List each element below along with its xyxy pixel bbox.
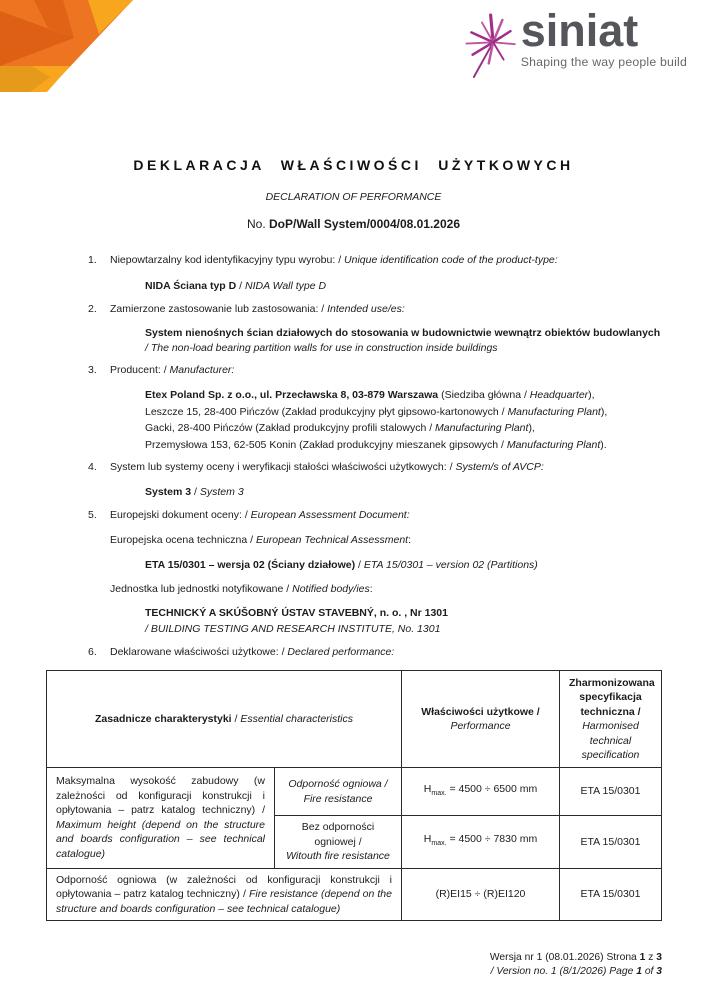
header-performance: [402, 671, 560, 768]
h-subscript: max.: [431, 789, 447, 797]
height-range: = 4500 ÷ 7830 mm: [449, 832, 538, 845]
item-number: 5.: [88, 509, 97, 521]
address-text: Gacki, 28-400 Pińczów (Zakład produkcyjny profili stalowych /: [145, 422, 436, 434]
footer-text: Wersja nr 1 (08.01.2026) Strona: [489, 952, 640, 963]
item-label-en: System/s of AVCP:: [455, 461, 544, 473]
page-count: 3: [656, 966, 662, 977]
item-number: 6.: [88, 646, 97, 658]
separator: /: [191, 486, 200, 498]
cell-spec: ETA 15/0301: [560, 768, 662, 816]
header-harmonised-spec: [560, 671, 662, 768]
intended-use-pl: System nienośnych ścian działowych do stosowania w budownictwie wewnątrz obiektów budowlanych: [145, 327, 661, 339]
document-number: [0, 217, 707, 232]
h-subscript: max.: [431, 840, 447, 848]
avcp-system-pl: System 3: [145, 486, 192, 498]
list-item-5: [0, 508, 707, 523]
cell-performance-value: [402, 768, 560, 816]
eta-number-en: ETA 15/0301 – version 02 (Partitions): [363, 559, 538, 571]
separator: /: [355, 559, 364, 571]
address-line: [145, 387, 707, 404]
institute-name-en: / BUILDING TESTING AND RESEARCH INSTITUTE, No. 1301: [145, 622, 441, 635]
notified-body-value: [0, 606, 707, 637]
header-en: Essential characteristics: [240, 712, 353, 725]
address-en: Manufacturing Plant: [507, 405, 601, 418]
item-number: 4.: [88, 461, 97, 473]
address-line: [145, 437, 707, 454]
eta-value: [0, 558, 707, 573]
manufacturer-name: Etex Poland Sp. z o.o., ul. Przecławska 8, 03-879 Warszawa: [145, 389, 439, 401]
colon: :: [408, 534, 412, 546]
item-label-pl: Europejski dokument oceny: /: [110, 509, 251, 521]
cell-spec: ETA 15/0301: [560, 868, 662, 921]
eta-heading: [0, 533, 707, 548]
list-item-2: [0, 302, 707, 317]
item-label-en: Manufacturer:: [169, 364, 235, 376]
item-label-en: European Assessment Document:: [250, 509, 410, 521]
page-title: DEKLARACJA WŁAŚCIWOŚCI UŻYTKOWYCH: [133, 157, 574, 173]
header-pl: Zasadnicze charakterystyki: [95, 712, 232, 725]
cell-spec: ETA 15/0301: [560, 816, 662, 869]
table-header-row: [47, 671, 662, 768]
h-symbol: H: [423, 782, 432, 795]
item-number: 1.: [88, 254, 97, 266]
eta-number-pl: ETA 15/0301 – wersja 02 (Ściany działowe): [145, 559, 356, 571]
table-row: [47, 868, 662, 921]
avcp-system-en: System 3: [199, 486, 244, 498]
cell-max-height-characteristic: [47, 768, 275, 869]
address-text: ),: [528, 422, 535, 434]
address-text: ),: [588, 389, 595, 401]
table-row: [47, 768, 662, 816]
footer-version-pl: [490, 951, 662, 965]
declared-performance-table: [46, 670, 662, 921]
brand-wordmark: siniat: [520, 5, 639, 56]
sub-label-pl: Odporność ogniowa /: [288, 778, 388, 790]
colon: :: [369, 583, 373, 595]
manufacturer-address-block: [0, 387, 707, 453]
product-type-pl: NIDA Ściana typ D: [145, 280, 237, 292]
cell-performance-value: [402, 816, 560, 869]
item-label-en: Intended use/es:: [327, 303, 405, 315]
cell-fire-resistance-label: [275, 768, 402, 816]
item-label-pl: System lub systemy oceny i weryfikacji stałości właściwości użytkowych: /: [110, 461, 456, 473]
sub-label-pl: Bez odporności ogniowej /: [301, 821, 375, 848]
address-en: Manufacturing Plant: [506, 438, 601, 451]
document-number-value: DoP/Wall System/0004/08.01.2026: [269, 217, 461, 231]
address-en: Headquarter: [529, 389, 589, 401]
address-en: Manufacturing Plant: [435, 422, 529, 434]
header-en: Performance: [450, 720, 511, 732]
list-item-4: [0, 460, 707, 475]
page-number: 1: [636, 966, 642, 977]
address-text: (Siedziba główna /: [438, 389, 530, 401]
eta-heading-en: European Technical Assessment: [255, 534, 409, 546]
item-label-en: Declared performance:: [287, 646, 395, 658]
notified-body-en: Notified body/ies: [292, 583, 370, 595]
address-text: ),: [600, 405, 608, 418]
list-item-6: [0, 645, 707, 660]
page-subtitle: DECLARATION OF PERFORMANCE: [265, 191, 442, 203]
eta-heading-pl: Europejska ocena techniczna /: [110, 534, 256, 546]
page-count: 3: [656, 952, 662, 963]
item-number: 3.: [88, 364, 97, 376]
separator: /: [236, 280, 245, 292]
cell-fire-resistance-characteristic: [47, 868, 402, 921]
page-number: 1: [639, 952, 646, 963]
page-footer: [490, 951, 662, 979]
header-essential-characteristics: [47, 671, 402, 768]
list-item-3: [0, 363, 707, 378]
sub-label-en: Witouth fire resistance: [286, 850, 390, 862]
characteristic-pl: Odporność ogniowa (w zależności od konfiguracji konstrukcji i opłytowania – patrz katalog techniczny) /: [56, 873, 392, 900]
intended-use-en: / The non-load bearing partition walls for use in construction inside buildings: [145, 342, 498, 354]
footer-version-en: [490, 965, 662, 979]
institute-name: TECHNICKÝ A SKÚŠOBNÝ ÚSTAV STAVEBNÝ, n. o. , Nr 1301: [145, 607, 448, 619]
item-label-en: Unique identification code of the product-type:: [344, 254, 558, 266]
item-label-pl: Deklarowane właściwości użytkowe: /: [110, 646, 288, 658]
item-1-value: [0, 279, 707, 294]
item-label-pl: Producent: /: [110, 364, 170, 376]
item-2-value: [0, 326, 707, 356]
footer-text: z: [645, 952, 657, 963]
address-text: Leszcze 15, 28-400 Pińczów (Zakład produkcyjny płyt gipsowo-kartonowych /: [145, 405, 508, 418]
header-pl: Zharmonizowana specyfikacja techniczna /: [569, 676, 655, 718]
brand-tagline: Shaping the way people build: [520, 55, 687, 69]
footer-text: of: [641, 966, 657, 977]
list-item-1: [0, 253, 707, 268]
cell-performance-value: (R)EI15 ÷ (R)EI120: [402, 868, 560, 921]
header-pl: Właściwości użytkowe /: [421, 705, 540, 718]
cell-without-fire-label: [275, 816, 402, 869]
address-line: [145, 420, 707, 437]
item-number: 2.: [88, 303, 97, 315]
item-label-pl: Niepowtarzalny kod identyfikacyjny typu wyrobu: /: [110, 254, 345, 266]
address-line: [145, 404, 707, 421]
characteristic-en: Maximum height (depend on the structure and boards configuration – see technical catalogue): [56, 818, 265, 860]
notified-body-pl: Jednostka lub jednostki notyfikowane /: [110, 583, 293, 595]
footer-text: / Version no. 1 (8/1/2026) Page: [490, 966, 637, 977]
item-4-value: [0, 485, 707, 500]
characteristic-pl: Maksymalna wysokość zabudowy (w zależności od konfiguracji konstrukcji i opłytowania – patrz katalog techniczny) /: [56, 775, 265, 817]
h-symbol: H: [423, 832, 432, 845]
document-number-label: No.: [246, 217, 269, 231]
height-range: = 4500 ÷ 6500 mm: [449, 782, 538, 795]
separator: /: [231, 712, 241, 725]
address-text: ).: [600, 438, 607, 451]
characteristic-en: Fire resistance (depend on the structure and boards configuration – see technical catalogue): [56, 888, 392, 915]
header-en: Harmonised technical specification: [581, 720, 640, 761]
item-label-pl: Zamierzone zastosowanie lub zastosowania: /: [110, 303, 328, 315]
product-type-en: NIDA Wall type D: [244, 280, 327, 292]
sub-label-en: Fire resistance: [303, 792, 373, 805]
address-text: Przemysłowa 153, 62-505 Konin (Zakład produkcyjny mieszanek gipsowych /: [145, 438, 507, 451]
notified-body-heading: [0, 582, 707, 597]
